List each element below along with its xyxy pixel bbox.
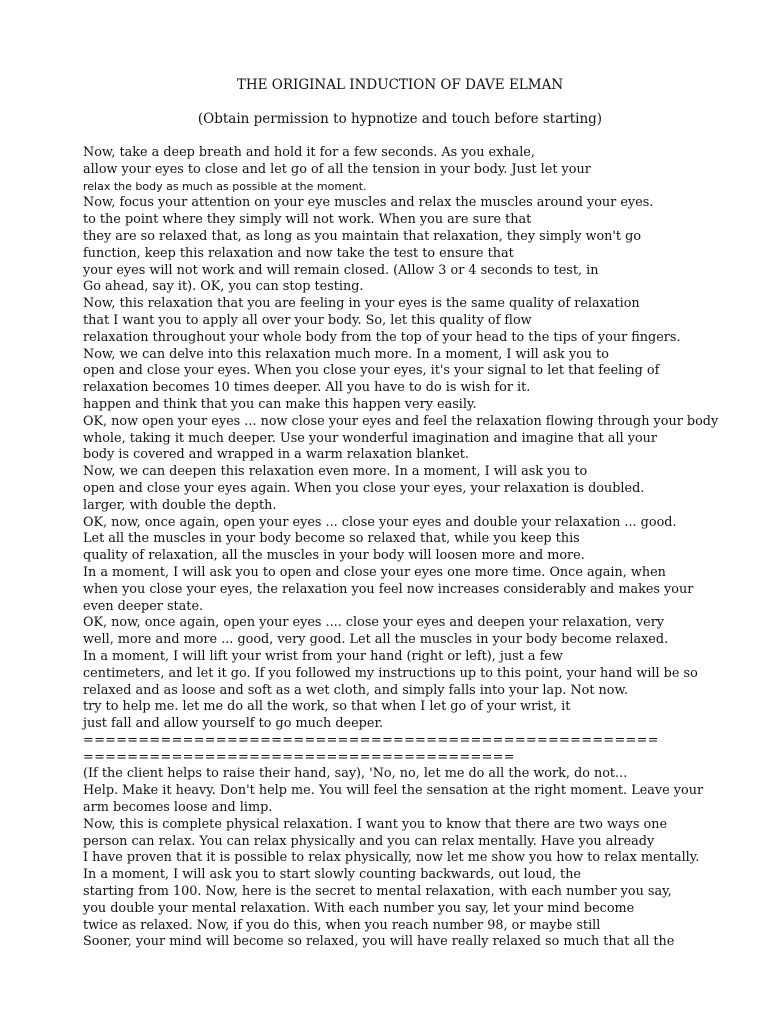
body-line: Go ahead, say it). OK, you can stop testing.: [83, 279, 364, 295]
body-line: that I want you to apply all over your body. So, let this quality of flow: [83, 312, 532, 328]
body-line: Now, take a deep breath and hold it for a few seconds. As you exhale,: [83, 145, 535, 160]
separator-line: =======================================: [83, 749, 515, 765]
document-title: THE ORIGINAL INDUCTION OF DAVE ELMAN: [236, 77, 564, 93]
body-line: open and close your eyes. When you close your eyes, it's your signal to let that feeling of: [83, 363, 660, 379]
body-line: In a moment, I will lift your wrist from your hand (right or left), just a few: [83, 648, 563, 664]
body-line: Help. Make it heavy. Don't help me. You will feel the sensation at the right moment. Leave your: [83, 783, 704, 799]
body-line: relaxed and as loose and soft as a wet cloth, and simply falls into your lap. Not now.: [83, 682, 629, 698]
body-line: Let all the muscles in your body become so relaxed that, while you keep this: [83, 531, 580, 547]
body-line: In a moment, I will ask you to open and close your eyes one more time. Once again, when: [83, 564, 666, 580]
document-subtitle: (Obtain permission to hypnotize and touch before starting): [197, 111, 603, 127]
body-line: OK, now open your eyes ... now close your eyes and feel the relaxation flowing through your body: [83, 413, 719, 429]
body-line: relaxation throughout your whole body from the top of your head to the tips of your fingers.: [83, 329, 681, 345]
body-line: function, keep this relaxation and now take the test to ensure that: [83, 245, 514, 261]
body-line: In a moment, I will ask you to start slowly counting backwards, out loud, the: [83, 867, 582, 883]
body-line: arm becomes loose and limp.: [83, 800, 273, 816]
body-line: Now, we can deepen this relaxation even more. In a moment, I will ask you to: [83, 464, 588, 480]
body-line: just fall and allow yourself to go much deeper.: [83, 716, 384, 732]
body-line: centimeters, and let it go. If you followed my instructions up to this point, your hand will be so: [83, 665, 698, 681]
body-line: I have proven that it is possible to relax physically, now let me show you how to relax mentally.: [83, 850, 700, 866]
body-line: allow your eyes to close and let go of all the tension in your body. Just let your: [83, 161, 591, 177]
document-body: [83, 145, 753, 951]
body-line: larger, with double the depth.: [83, 497, 277, 513]
body-line: twice as relaxed. Now, if you do this, when you reach number 98, or maybe still: [83, 917, 601, 933]
body-line: they are so relaxed that, as long as you maintain that relaxation, they simply won't go: [83, 228, 642, 244]
body-line: Now, this is complete physical relaxation. I want you to know that there are two ways one: [83, 816, 668, 832]
body-line: whole, taking it much deeper. Use your wonderful imagination and imagine that all your: [83, 430, 658, 446]
body-line: Now, we can delve into this relaxation much more. In a moment, I will ask you to: [83, 346, 609, 362]
body-line: OK, now, once again, open your eyes .... close your eyes and deepen your relaxation, very: [83, 615, 665, 631]
body-line: Now, focus your attention on your eye muscles and relax the muscles around your eyes.: [83, 195, 654, 211]
body-line: relaxation becomes 10 times deeper. All you have to do is wish for it.: [83, 380, 531, 396]
body-line: relax the body as much as possible at the moment.: [83, 179, 367, 193]
body-line: quality of relaxation, all the muscles in your body will loosen more and more.: [83, 548, 585, 564]
body-line: Now, this relaxation that you are feeling in your eyes is the same quality of relaxation: [83, 296, 640, 312]
body-line: open and close your eyes again. When you close your eyes, your relaxation is doubled.: [83, 480, 645, 496]
body-line: starting from 100. Now, here is the secret to mental relaxation, with each number you say,: [83, 884, 672, 900]
body-line: happen and think that you can make this happen very easily.: [83, 396, 477, 412]
body-line: (If the client helps to raise their hand, say), 'No, no, let me do all the work, do not...: [83, 766, 628, 782]
body-line: body is covered and wrapped in a warm relaxation blanket.: [83, 447, 469, 463]
body-line: even deeper state.: [83, 598, 204, 614]
body-line: Sooner, your mind will become so relaxed, you will have really relaxed so much that all the: [83, 934, 675, 950]
body-line: to the point where they simply will not work. When you are sure that: [83, 212, 532, 228]
body-line: well, more and more ... good, very good. Let all the muscles in your body become relaxed.: [83, 632, 669, 648]
body-line: try to help me. let me do all the work, so that when I let go of your wrist, it: [83, 699, 571, 715]
body-line: you double your mental relaxation. With each number you say, let your mind become: [83, 900, 635, 916]
body-line: your eyes will not work and will remain closed. (Allow 3 or 4 seconds to test, in: [83, 262, 599, 278]
body-line: OK, now, once again, open your eyes ... close your eyes and double your relaxation ... good.: [83, 514, 677, 530]
body-line: person can relax. You can relax physically and you can relax mentally. Have you already: [83, 833, 655, 849]
body-line: when you close your eyes, the relaxation you feel now increases considerably and makes your: [83, 581, 694, 597]
separator-line: ====================================================: [83, 732, 659, 748]
